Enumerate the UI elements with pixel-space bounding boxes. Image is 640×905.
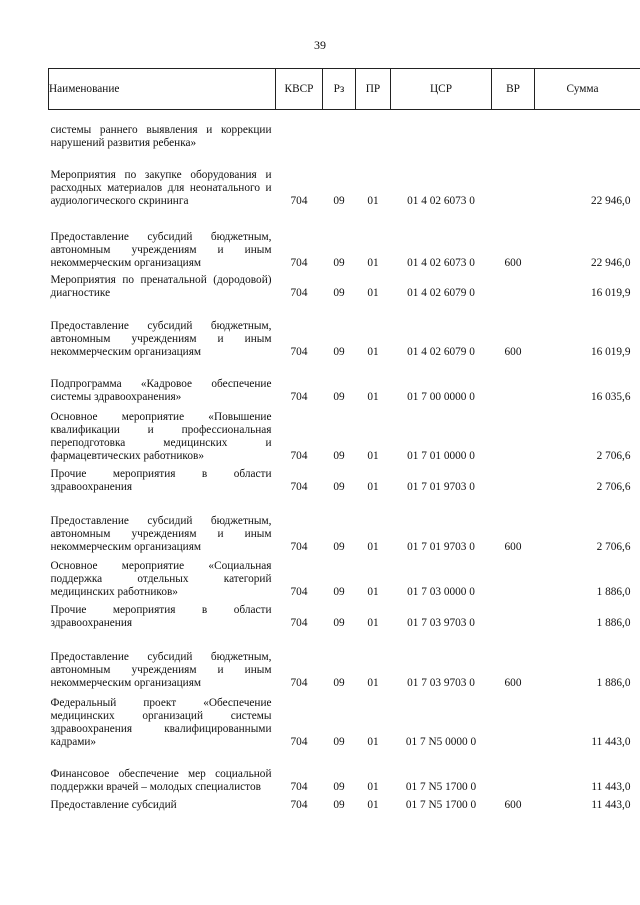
row-kvsr: 704 — [290, 345, 308, 358]
row-kvsr: 704 — [290, 256, 308, 269]
row-csr: 01 4 02 6073 0 — [407, 256, 475, 269]
table-row — [49, 599, 640, 630]
row-vr — [492, 404, 535, 463]
row-sum: 16 035,6 — [590, 390, 631, 403]
row-csr: 01 4 02 6073 0 — [407, 194, 475, 207]
row-kvsr — [276, 110, 323, 150]
row-pr: 01 — [367, 256, 379, 269]
table-row — [49, 150, 640, 208]
table-row — [49, 554, 640, 599]
row-vr — [492, 359, 535, 404]
row-rz — [323, 110, 356, 150]
row-name: Прочие мероприятия в области здравоохранения — [50, 603, 272, 629]
row-name: Мероприятия по закупке оборудования и расходных материалов для неонатального и аудиологического скрининга — [50, 169, 272, 207]
row-vr: 600 — [504, 798, 522, 811]
row-kvsr: 704 — [290, 798, 308, 811]
row-name: Федеральный проект «Обеспечение медицинских организаций системы здравоохранения квалифицированными кадрами» — [50, 697, 272, 748]
row-kvsr: 704 — [290, 735, 308, 748]
row-name: Предоставление субсидий бюджетным, автономным учреждениям и иным некоммерческим организациям — [50, 231, 272, 269]
table-row — [49, 494, 640, 554]
table-header-row — [49, 69, 640, 110]
row-csr: 01 4 02 6079 0 — [407, 345, 475, 358]
row-name: Предоставление субсидий бюджетным, автономным учреждениям и иным некоммерческим организациям — [50, 515, 272, 553]
row-sum: 2 706,6 — [596, 449, 631, 462]
row-csr: 01 7 01 9703 0 — [407, 480, 475, 493]
row-rz: 09 — [333, 480, 345, 493]
row-pr: 01 — [367, 390, 379, 403]
row-pr: 01 — [367, 449, 379, 462]
row-csr: 01 7 03 0000 0 — [407, 585, 475, 598]
row-csr — [391, 110, 492, 150]
table-row — [49, 359, 640, 404]
row-rz: 09 — [333, 390, 345, 403]
row-kvsr: 704 — [290, 194, 308, 207]
table-row — [49, 690, 640, 749]
table-row — [49, 749, 640, 794]
row-csr: 01 4 02 6079 0 — [407, 286, 475, 299]
row-rz: 09 — [333, 345, 345, 358]
row-sum: 11 443,0 — [591, 735, 631, 748]
row-csr: 01 7 03 9703 0 — [407, 616, 475, 629]
row-vr — [492, 599, 535, 630]
row-pr: 01 — [367, 735, 379, 748]
row-sum: 2 706,6 — [596, 480, 631, 493]
row-pr: 01 — [367, 480, 379, 493]
row-rz: 09 — [333, 585, 345, 598]
row-pr: 01 — [367, 676, 379, 689]
row-name: Основное мероприятие «Повышение квалификации и профессиональная переподготовка медицинских и фармацевтических работников» — [50, 411, 272, 462]
row-vr — [492, 554, 535, 599]
row-csr: 01 7 N5 1700 0 — [405, 780, 477, 793]
header-pr: ПР — [356, 69, 391, 110]
row-pr: 01 — [367, 194, 379, 207]
row-name: Финансовое обеспечение мер социальной поддержки врачей – молодых специалистов — [50, 767, 272, 793]
row-kvsr: 704 — [290, 585, 308, 598]
row-name: Прочие мероприятия в области здравоохранения — [50, 467, 272, 493]
row-vr: 600 — [504, 676, 522, 689]
row-sum: 1 886,0 — [596, 676, 631, 689]
row-pr: 01 — [367, 616, 379, 629]
budget-table — [48, 68, 640, 812]
row-sum: 1 886,0 — [596, 585, 631, 598]
header-name: Наименование — [49, 69, 276, 110]
row-name: Предоставление субсидий — [50, 798, 177, 811]
row-rz: 09 — [333, 780, 345, 793]
row-rz: 09 — [333, 798, 345, 811]
row-pr: 01 — [367, 286, 379, 299]
row-rz: 09 — [333, 540, 345, 553]
table-row — [49, 300, 640, 359]
header-csr: ЦСР — [391, 69, 492, 110]
row-kvsr: 704 — [290, 286, 308, 299]
row-sum — [535, 110, 640, 150]
row-csr: 01 7 01 9703 0 — [407, 540, 475, 553]
table-row — [49, 794, 640, 812]
row-name: Подпрограмма «Кадровое обеспечение системы здравоохранения» — [50, 377, 272, 403]
row-name: Предоставление субсидий бюджетным, автономным учреждениям и иным некоммерческим организациям — [50, 320, 272, 358]
page-number: 39 — [314, 38, 326, 52]
row-vr: 600 — [504, 540, 522, 553]
table-row — [49, 463, 640, 494]
row-kvsr: 704 — [290, 780, 308, 793]
row-name: Основное мероприятие «Социальная поддержка отдельных категорий медицинских работников» — [50, 560, 272, 598]
row-csr: 01 7 03 9703 0 — [407, 676, 475, 689]
row-pr — [356, 110, 391, 150]
header-rz: Рз — [323, 69, 356, 110]
row-pr: 01 — [367, 345, 379, 358]
row-pr: 01 — [367, 540, 379, 553]
row-name: Предоставление субсидий бюджетным, автономным учреждениям и иным некоммерческим организациям — [50, 651, 272, 689]
table-row — [49, 404, 640, 463]
header-sum: Сумма — [535, 69, 640, 110]
row-vr: 600 — [504, 345, 522, 358]
row-pr: 01 — [367, 780, 379, 793]
row-rz: 09 — [333, 676, 345, 689]
row-rz: 09 — [333, 616, 345, 629]
row-vr — [492, 690, 535, 749]
row-vr — [492, 150, 535, 208]
row-csr: 01 7 N5 1700 0 — [405, 798, 477, 811]
table-row — [49, 630, 640, 690]
row-csr: 01 7 01 0000 0 — [407, 449, 475, 462]
row-vr — [492, 749, 535, 794]
row-vr — [492, 463, 535, 494]
row-pr: 01 — [367, 798, 379, 811]
table-row — [49, 110, 640, 150]
row-rz: 09 — [333, 286, 345, 299]
row-sum: 22 946,0 — [590, 194, 631, 207]
header-vr: ВР — [492, 69, 535, 110]
row-kvsr: 704 — [290, 540, 308, 553]
row-sum: 16 019,9 — [590, 345, 631, 358]
row-sum: 11 443,0 — [591, 798, 631, 811]
table-row — [49, 208, 640, 270]
row-csr: 01 7 N5 0000 0 — [405, 735, 477, 748]
row-sum: 2 706,6 — [596, 540, 631, 553]
row-vr — [492, 270, 535, 300]
row-rz: 09 — [333, 449, 345, 462]
row-pr: 01 — [367, 585, 379, 598]
row-sum: 22 946,0 — [590, 256, 631, 269]
header-kvsr: КВСР — [276, 69, 323, 110]
row-vr: 600 — [504, 256, 522, 269]
row-vr — [492, 110, 535, 150]
row-kvsr: 704 — [290, 480, 308, 493]
row-name: Мероприятия по пренатальной (дородовой) диагностике — [50, 273, 272, 299]
row-rz: 09 — [333, 256, 345, 269]
row-sum: 1 886,0 — [596, 616, 631, 629]
row-name: системы раннего выявления и коррекции нарушений развития ребенка» — [50, 123, 272, 149]
row-kvsr: 704 — [290, 616, 308, 629]
row-kvsr: 704 — [290, 676, 308, 689]
row-sum: 11 443,0 — [591, 780, 631, 793]
row-kvsr: 704 — [290, 390, 308, 403]
row-kvsr: 704 — [290, 449, 308, 462]
row-csr: 01 7 00 0000 0 — [407, 390, 475, 403]
row-sum: 16 019,9 — [590, 286, 631, 299]
row-rz: 09 — [333, 735, 345, 748]
row-rz: 09 — [333, 194, 345, 207]
table-row — [49, 270, 640, 300]
table-body — [49, 110, 640, 812]
